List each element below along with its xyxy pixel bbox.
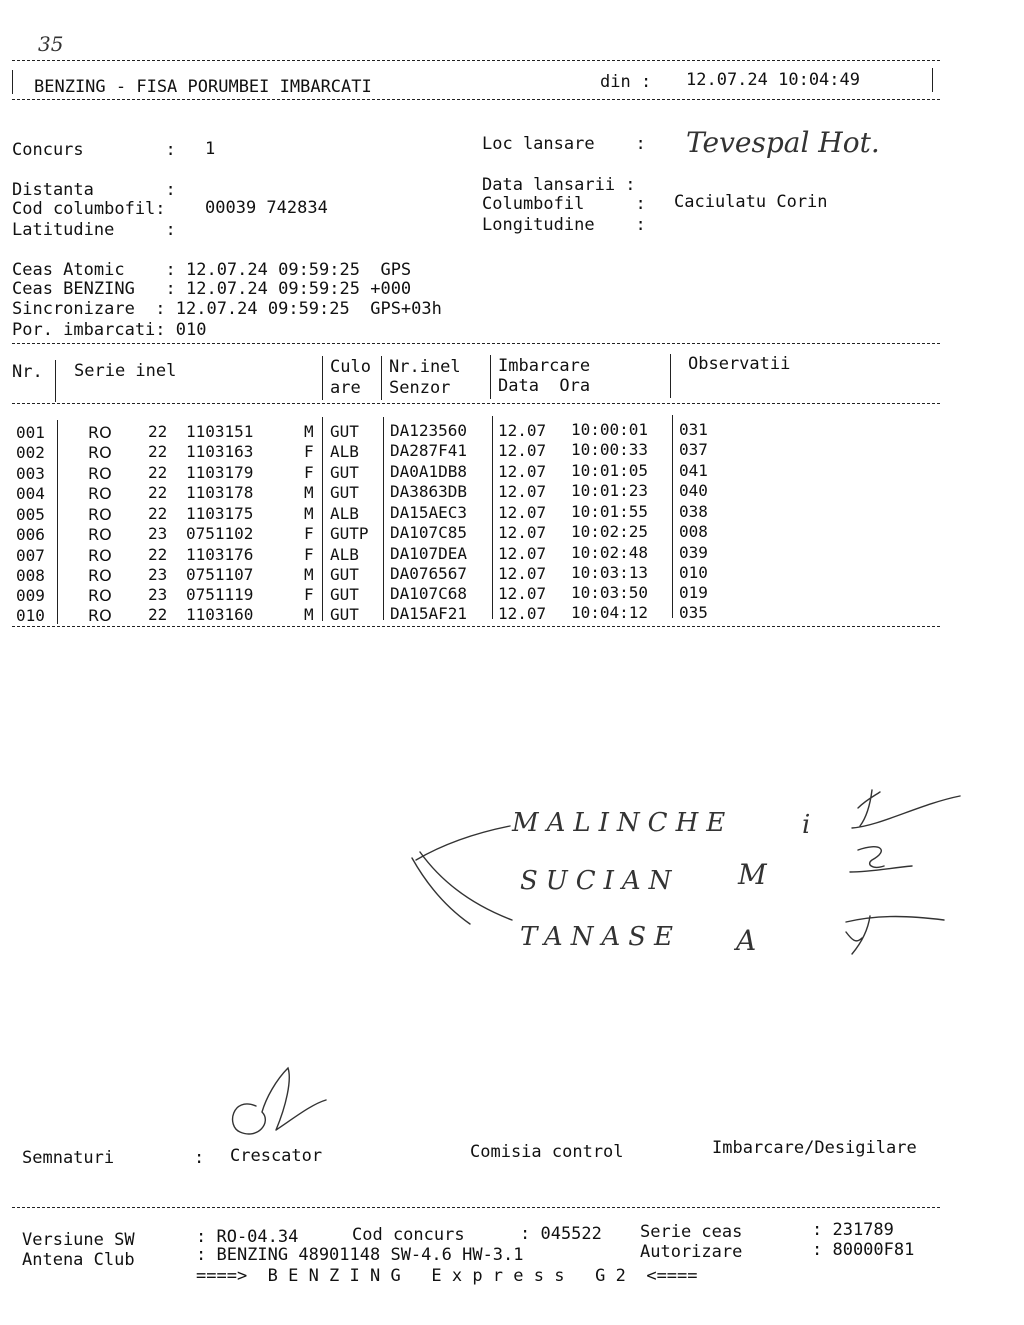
cell-tara: RO xyxy=(88,525,112,544)
cell-culoare: GUTP xyxy=(330,524,369,543)
cell-observatii: 037 xyxy=(679,440,708,459)
sincronizare-line: Sincronizare : 12.07.24 09:59:25 GPS+03h xyxy=(12,299,442,319)
cell-observatii: 019 xyxy=(679,583,708,602)
page-number-note: 35 xyxy=(38,32,64,56)
cell-ora: 10:01:23 xyxy=(571,481,649,500)
col-header-serie-inel: Serie inel xyxy=(74,361,177,381)
cell-senzor: DA076567 xyxy=(390,564,468,583)
cod-concurs-value: : 045522 xyxy=(520,1224,602,1244)
antena-club-label: Antena Club xyxy=(22,1250,135,1270)
cell-sex: F xyxy=(304,545,314,564)
handwritten-name-3: TANASE xyxy=(520,922,682,952)
col-header-culoare-1: Culo xyxy=(330,357,371,377)
cell-inel: 0751119 xyxy=(186,585,254,604)
cell-sex: M xyxy=(304,504,314,523)
cell-an: 22 xyxy=(148,463,168,482)
cell-culoare: GUT xyxy=(330,463,359,482)
cell-inel: 1103163 xyxy=(186,442,254,461)
cell-an: 22 xyxy=(148,605,168,624)
cell-nr: 005 xyxy=(16,505,45,524)
mark-stroke xyxy=(852,790,960,828)
cell-data: 12.07 xyxy=(498,564,547,583)
cell-ora: 10:03:13 xyxy=(571,563,649,582)
cell-senzor: DA123560 xyxy=(390,421,468,440)
print-timestamp: 12.07.24 10:04:49 xyxy=(686,70,860,90)
cell-ora: 10:02:48 xyxy=(571,543,649,562)
cell-tara: RO xyxy=(88,606,112,625)
autorizare-label: Autorizare xyxy=(640,1242,743,1262)
cell-nr: 003 xyxy=(16,464,45,483)
cell-nr: 006 xyxy=(16,525,45,544)
cell-culoare: ALB xyxy=(330,442,359,461)
cell-inel: 1103160 xyxy=(186,605,254,624)
mark-stroke xyxy=(846,916,944,954)
cell-observatii: 035 xyxy=(679,603,708,622)
cell-tara: RO xyxy=(88,586,112,605)
cell-ora: 10:01:55 xyxy=(571,502,649,521)
semnaturi-colon: : xyxy=(194,1148,205,1168)
cell-ora: 10:04:12 xyxy=(571,603,649,622)
loc-lansare-label: Loc lansare : xyxy=(482,134,646,154)
cell-culoare: GUT xyxy=(330,605,359,624)
versiune-sw-label: Versiune SW xyxy=(22,1230,135,1250)
data-lansarii-label: Data lansarii : xyxy=(482,175,636,195)
handwritten-name-2: SUCIAN xyxy=(520,866,680,896)
cell-nr: 001 xyxy=(16,423,45,442)
versiune-sw-value: : RO-04.34 xyxy=(196,1227,299,1247)
serie-ceas-label: Serie ceas xyxy=(640,1222,743,1242)
cell-culoare: ALB xyxy=(330,545,359,564)
cell-sex: M xyxy=(304,422,314,441)
columbofil-label: Columbofil : xyxy=(482,194,646,214)
cell-ora: 10:03:50 xyxy=(571,583,649,602)
cell-senzor: DA3863DB xyxy=(390,482,468,501)
cell-observatii: 031 xyxy=(679,420,708,439)
cell-tara: RO xyxy=(88,566,112,585)
cell-tara: RO xyxy=(88,484,112,503)
cell-nr: 008 xyxy=(16,566,45,585)
cell-data: 12.07 xyxy=(498,523,547,542)
cell-inel: 1103178 xyxy=(186,483,254,502)
col-header-nrinel-1: Nr.inel xyxy=(389,357,461,377)
crescator-label: Crescator xyxy=(230,1146,323,1166)
cell-sex: F xyxy=(304,442,314,461)
cell-sex: M xyxy=(304,565,314,584)
arrow-stroke xyxy=(420,852,512,920)
cod-columbofil-label: Cod columbofil: xyxy=(12,199,166,219)
distanta-label: Distanta : xyxy=(12,180,176,200)
cell-tara: RO xyxy=(88,505,112,524)
cell-inel: 1103179 xyxy=(186,463,254,482)
cell-data: 12.07 xyxy=(498,503,547,522)
cod-concurs-label: Cod concurs xyxy=(352,1225,465,1245)
mark-stroke xyxy=(850,847,912,872)
cell-senzor: DA287F41 xyxy=(390,441,468,460)
col-header-nrinel-2: Senzor xyxy=(389,378,451,398)
handwritten-name-1: MALINCHE xyxy=(512,808,734,838)
cell-sex: F xyxy=(304,463,314,482)
cell-observatii: 038 xyxy=(679,502,708,521)
arrow-stroke xyxy=(412,858,470,924)
signature-stroke xyxy=(233,1068,326,1134)
cell-nr: 009 xyxy=(16,586,45,605)
cell-sex: M xyxy=(304,605,314,624)
antena-club-value: : BENZING 48901148 SW-4.6 HW-3.1 xyxy=(196,1245,524,1265)
cell-an: 22 xyxy=(148,422,168,441)
cell-an: 23 xyxy=(148,524,168,543)
cell-data: 12.07 xyxy=(498,441,547,460)
cell-senzor: DA107C85 xyxy=(390,523,468,542)
cell-senzor: DA0A1DB8 xyxy=(390,462,468,481)
cell-inel: 1103151 xyxy=(186,422,254,441)
cell-inel: 1103175 xyxy=(186,504,254,523)
cell-data: 12.07 xyxy=(498,462,547,481)
cell-inel: 0751102 xyxy=(186,524,254,543)
handwritten-initial-3: A xyxy=(736,924,757,957)
cell-tara: RO xyxy=(88,423,112,442)
cell-tara: RO xyxy=(88,546,112,565)
cell-culoare: GUT xyxy=(330,422,359,441)
din-label: din : xyxy=(600,72,652,92)
cell-inel: 1103176 xyxy=(186,545,254,564)
cell-culoare: ALB xyxy=(330,504,359,523)
handwritten-initial-1: i xyxy=(802,810,811,840)
col-header-nr: Nr. xyxy=(12,362,43,382)
col-header-imbarcare-2: Data Ora xyxy=(498,376,591,396)
cell-data: 12.07 xyxy=(498,421,547,440)
cell-nr: 002 xyxy=(16,443,45,462)
cell-culoare: GUT xyxy=(330,565,359,584)
cell-culoare: GUT xyxy=(330,483,359,502)
cell-nr: 007 xyxy=(16,546,45,565)
comisia-control-label: Comisia control xyxy=(470,1142,624,1162)
serie-ceas-value: : 231789 xyxy=(812,1220,894,1240)
porumbei-imbarcati-line: Por. imbarcati: 010 xyxy=(12,320,207,340)
cell-an: 22 xyxy=(148,442,168,461)
cell-tara: RO xyxy=(88,464,112,483)
cell-sex: F xyxy=(304,524,314,543)
cell-data: 12.07 xyxy=(498,604,547,623)
cell-data: 12.07 xyxy=(498,584,547,603)
longitudine-label: Longitudine : xyxy=(482,215,646,235)
cell-an: 22 xyxy=(148,483,168,502)
cell-nr: 004 xyxy=(16,484,45,503)
cell-senzor: DA107DEA xyxy=(390,544,468,563)
col-header-culoare-2: are xyxy=(330,378,361,398)
handwritten-initial-2: M xyxy=(738,858,767,891)
benzing-express-banner: ====> B E N Z I N G E x p r e s s G 2 <==== xyxy=(196,1266,698,1286)
col-header-imbarcare-1: Imbarcare xyxy=(498,356,591,376)
cell-observatii: 008 xyxy=(679,522,708,541)
cell-observatii: 041 xyxy=(679,461,708,480)
cell-ora: 10:00:33 xyxy=(571,440,649,459)
cell-ora: 10:02:25 xyxy=(571,522,649,541)
cell-inel: 0751107 xyxy=(186,565,254,584)
cell-sex: M xyxy=(304,483,314,502)
cell-nr: 010 xyxy=(16,606,45,625)
concurs-label: Concurs : xyxy=(12,140,176,160)
cell-observatii: 039 xyxy=(679,543,708,562)
cell-culoare: GUT xyxy=(330,585,359,604)
arrow-stroke xyxy=(416,826,510,860)
columbofil-value: Caciulatu Corin xyxy=(674,192,828,212)
cell-data: 12.07 xyxy=(498,482,547,501)
cell-an: 22 xyxy=(148,545,168,564)
cell-data: 12.07 xyxy=(498,544,547,563)
autorizare-value: : 80000F81 xyxy=(812,1240,915,1260)
cell-senzor: DA15AEC3 xyxy=(390,503,468,522)
cell-an: 23 xyxy=(148,565,168,584)
cod-columbofil-value: 00039 742834 xyxy=(205,198,328,218)
loc-lansare-value: Tevespal Hot. xyxy=(686,126,880,159)
cell-senzor: DA15AF21 xyxy=(390,604,468,623)
cell-observatii: 040 xyxy=(679,481,708,500)
cell-an: 22 xyxy=(148,504,168,523)
cell-observatii: 010 xyxy=(679,563,708,582)
col-header-observatii: Observatii xyxy=(688,354,791,374)
cell-sex: F xyxy=(304,585,314,604)
latitudine-label: Latitudine : xyxy=(12,220,176,240)
ceas-atomic-line: Ceas Atomic : 12.07.24 09:59:25 GPS xyxy=(12,260,412,280)
document-title: BENZING - FISA PORUMBEI IMBARCATI xyxy=(34,77,372,97)
cell-ora: 10:01:05 xyxy=(571,461,649,480)
ceas-benzing-line: Ceas BENZING : 12.07.24 09:59:25 +000 xyxy=(12,279,412,299)
concurs-value: 1 xyxy=(205,139,216,159)
cell-tara: RO xyxy=(88,443,112,462)
cell-ora: 10:00:01 xyxy=(571,420,649,439)
imbarcare-desigilare-label: Imbarcare/Desigilare xyxy=(712,1138,917,1158)
divider xyxy=(12,1207,940,1208)
cell-an: 23 xyxy=(148,585,168,604)
cell-senzor: DA107C68 xyxy=(390,584,468,603)
semnaturi-label: Semnaturi xyxy=(22,1148,115,1168)
